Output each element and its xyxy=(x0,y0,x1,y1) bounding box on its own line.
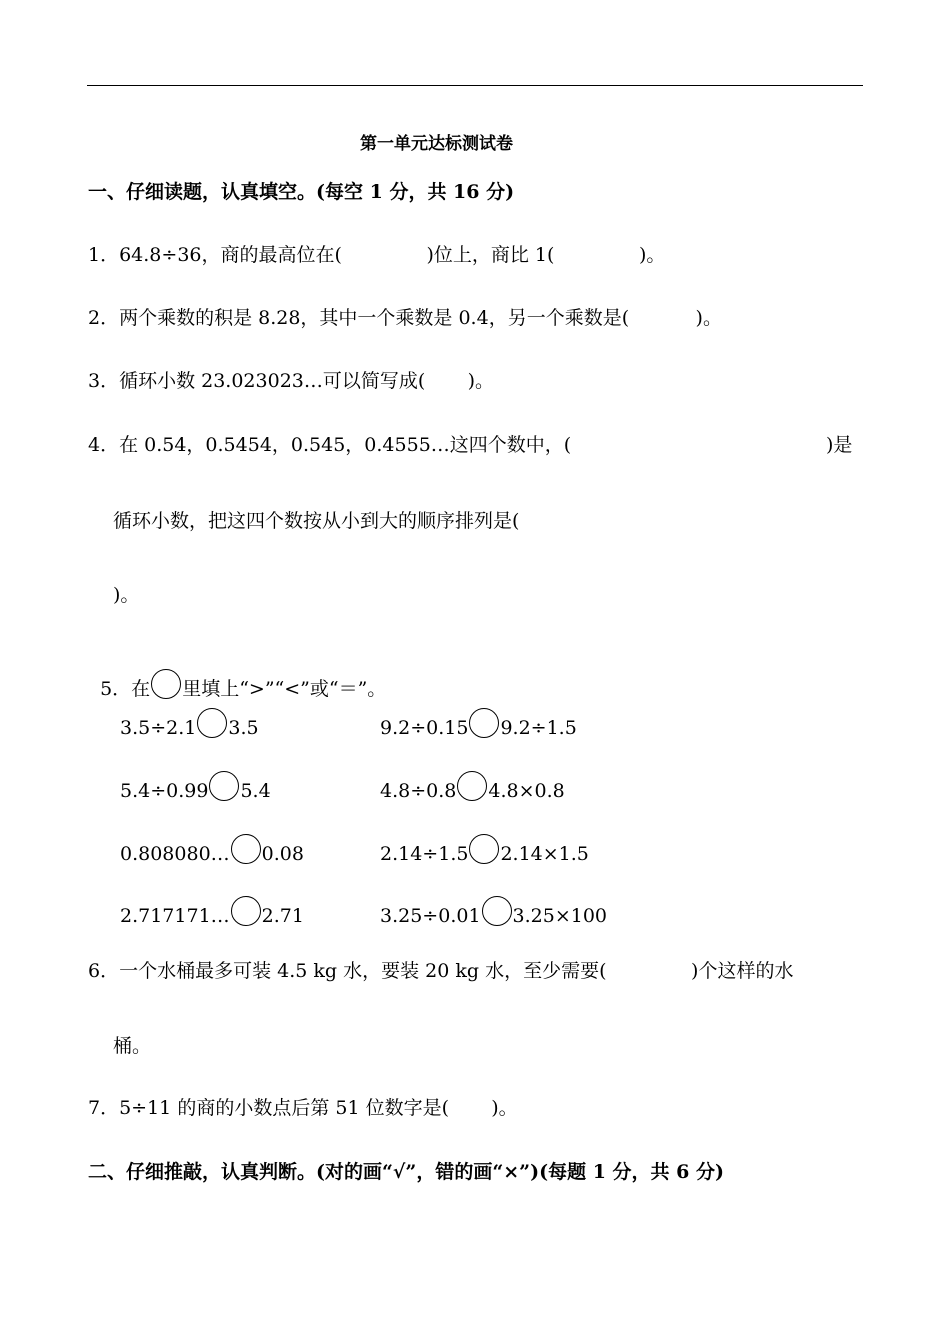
comparison-2 xyxy=(380,708,577,740)
comparison-left: 2.14÷1.5 xyxy=(380,843,469,865)
question-5 xyxy=(88,645,386,701)
answer-circle-icon[interactable] xyxy=(469,834,499,864)
comparison-right: 9.2÷1.5 xyxy=(500,717,577,739)
answer-circle-icon[interactable] xyxy=(231,834,261,864)
comparison-4 xyxy=(380,771,565,803)
comparison-right: 4.8×0.8 xyxy=(488,780,565,802)
question-4-line3: )。 xyxy=(113,584,140,606)
question-6-line2: 桶。 xyxy=(113,1035,152,1057)
comparison-left: 5.4÷0.99 xyxy=(120,780,209,802)
answer-circle-icon[interactable] xyxy=(231,896,261,926)
question-4-line2: 循环小数，把这四个数按从小到大的顺序排列是( xyxy=(113,510,520,532)
comparison-5 xyxy=(120,834,304,866)
comparison-8 xyxy=(380,896,607,928)
comparison-left: 3.25÷0.01 xyxy=(380,905,481,927)
comparison-1 xyxy=(120,708,259,740)
comparison-7 xyxy=(120,896,304,928)
section2-heading: 二、仔细推敲，认真判断。(对的画“√”，错的画“×”)(每题 1 分，共 6 分) xyxy=(88,1161,724,1183)
comparison-left: 0.808080… xyxy=(120,843,230,865)
answer-circle-icon[interactable] xyxy=(197,708,227,738)
question-6-line1: 6．一个水桶最多可装 4.5 kg 水，要装 20 kg 水，至少需要( )个这样的水 xyxy=(88,960,794,982)
question-4-line1-end: )是 xyxy=(826,434,853,456)
answer-circle-icon[interactable] xyxy=(209,771,239,801)
comparison-left: 3.5÷2.1 xyxy=(120,717,197,739)
comparison-right: 3.5 xyxy=(228,717,259,739)
question-1: 1．64.8÷36，商的最高位在( )位上，商比 1( )。 xyxy=(88,244,666,266)
answer-circle-icon[interactable] xyxy=(457,771,487,801)
comparison-right: 2.71 xyxy=(261,905,304,927)
comparison-right: 3.25×100 xyxy=(512,905,608,927)
page-title: 第一单元达标测试卷 xyxy=(360,134,513,154)
comparison-3 xyxy=(120,771,271,803)
comparison-left: 9.2÷0.15 xyxy=(380,717,469,739)
top-rule xyxy=(87,85,863,86)
question-2: 2．两个乘数的积是 8.28，其中一个乘数是 0.4，另一个乘数是( )。 xyxy=(88,307,722,329)
answer-circle-icon[interactable] xyxy=(469,708,499,738)
answer-circle-icon xyxy=(151,669,181,699)
comparison-left: 2.717171… xyxy=(120,905,230,927)
comparison-left: 4.8÷0.8 xyxy=(380,780,457,802)
answer-circle-icon[interactable] xyxy=(482,896,512,926)
question-5-suffix: 里填上“>”“<”或“＝”。 xyxy=(182,678,387,700)
comparison-right: 2.14×1.5 xyxy=(500,843,589,865)
section1-heading: 一、仔细读题，认真填空。(每空 1 分，共 16 分) xyxy=(88,181,515,203)
question-7: 7．5÷11 的商的小数点后第 51 位数字是( )。 xyxy=(88,1097,518,1119)
question-4-line1: 4．在 0.54，0.5454，0.545，0.4555…这四个数中，( xyxy=(88,434,572,456)
comparison-6 xyxy=(380,834,589,866)
comparison-right: 5.4 xyxy=(240,780,271,802)
comparison-right: 0.08 xyxy=(261,843,304,865)
question-5-prefix: 5．在 xyxy=(100,678,151,700)
question-3: 3．循环小数 23.023023…可以简写成( )。 xyxy=(88,370,494,392)
